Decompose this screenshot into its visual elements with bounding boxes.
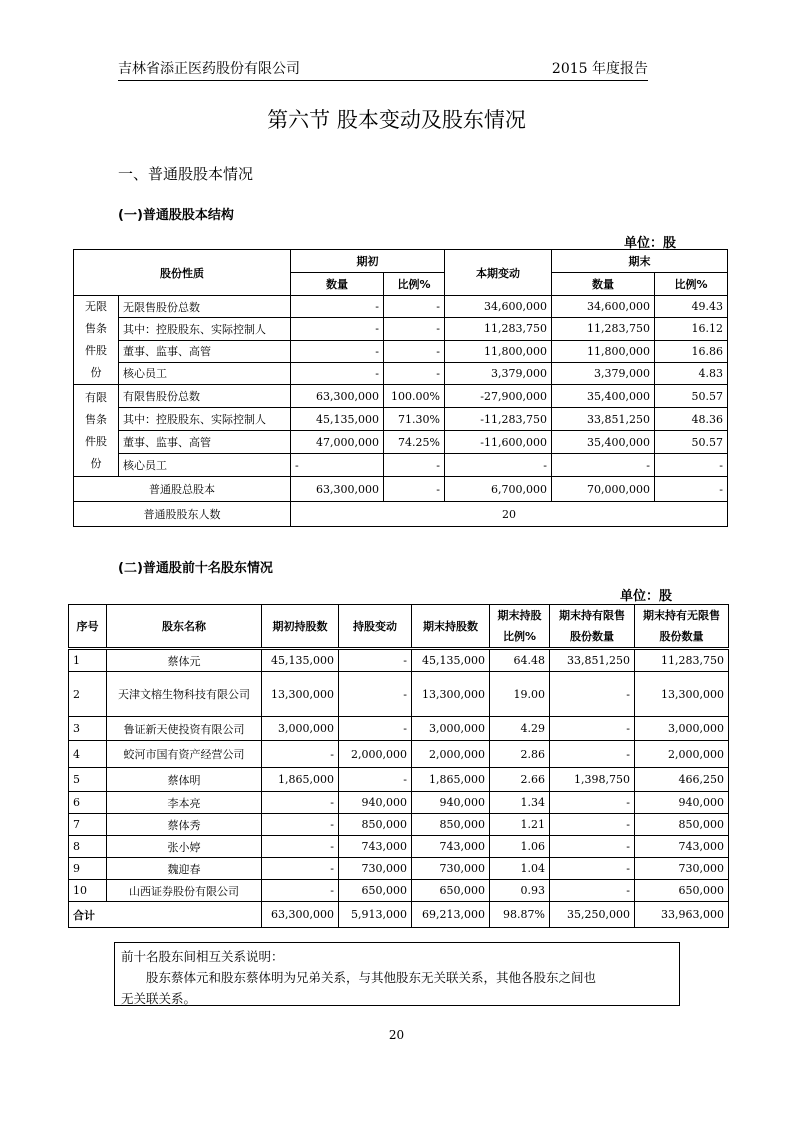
table-cell: 466,250 bbox=[635, 768, 729, 792]
table-cell: 50.57 bbox=[655, 385, 728, 408]
table-cell: 19.00 bbox=[490, 672, 550, 717]
table-cell: 850,000 bbox=[339, 814, 412, 836]
header-change: 本期变动 bbox=[445, 250, 552, 296]
page-number: 20 bbox=[388, 1028, 405, 1042]
table-cell: - bbox=[262, 741, 339, 768]
table-cell: - bbox=[262, 880, 339, 902]
table-cell: 5,913,000 bbox=[339, 902, 412, 928]
header-cell: 期末持股数 bbox=[412, 605, 490, 649]
table-cell: 940,000 bbox=[635, 792, 729, 814]
table-cell: - bbox=[655, 477, 728, 502]
header-end: 期末 bbox=[552, 250, 728, 273]
table-cell: - bbox=[339, 768, 412, 792]
table-cell: 3,000,000 bbox=[262, 717, 339, 741]
table-cell: - bbox=[550, 814, 635, 836]
header-cell: 期末持有无限售股份数量 bbox=[635, 605, 729, 649]
table-cell: - bbox=[384, 340, 445, 362]
unit-label-2: 单位：股 bbox=[620, 589, 673, 604]
table-cell: 核心员工 bbox=[119, 454, 291, 477]
table-cell: 7 bbox=[69, 814, 107, 836]
table-cell: - bbox=[291, 318, 384, 340]
table-cell: - bbox=[550, 792, 635, 814]
table-cell: - bbox=[291, 454, 384, 477]
table-cell: 45,135,000 bbox=[262, 649, 339, 672]
header-begin-ratio: 比例% bbox=[384, 273, 445, 296]
table-cell: - bbox=[552, 454, 655, 477]
table-cell: - bbox=[262, 836, 339, 858]
table-cell: 70,000,000 bbox=[552, 477, 655, 502]
table-cell: 69,213,000 bbox=[412, 902, 490, 928]
table-cell: 74.25% bbox=[384, 431, 445, 454]
table-cell: - bbox=[550, 741, 635, 768]
table-cell: 50.57 bbox=[655, 431, 728, 454]
header-cell: 期末持股比例% bbox=[490, 605, 550, 649]
table-cell: 2,000,000 bbox=[412, 741, 490, 768]
table-cell: - bbox=[550, 836, 635, 858]
table-cell: 11,283,750 bbox=[445, 318, 552, 340]
table-cell: - bbox=[550, 880, 635, 902]
header-cell: 期初持股数 bbox=[262, 605, 339, 649]
table-cell: - bbox=[291, 296, 384, 318]
table-cell: 13,300,000 bbox=[262, 672, 339, 717]
table-cell: - bbox=[291, 362, 384, 384]
header-cell: 期末持有限售股份数量 bbox=[550, 605, 635, 649]
table-cell: 董事、监事、高管 bbox=[119, 340, 291, 362]
table-cell: - bbox=[339, 672, 412, 717]
table-cell: 1.06 bbox=[490, 836, 550, 858]
table-cell: 650,000 bbox=[635, 880, 729, 902]
note-line-1: 股东蔡体元和股东蔡体明为兄弟关系，与其他股东无关联关系，其他各股东之间也 bbox=[146, 970, 597, 985]
table-cell: - bbox=[384, 318, 445, 340]
table-cell: 11,283,750 bbox=[635, 649, 729, 672]
table-cell: 3 bbox=[69, 717, 107, 741]
section-heading: 一、普通股股本情况 bbox=[118, 165, 254, 183]
table-cell: 47,000,000 bbox=[291, 431, 384, 454]
table-cell: 1 bbox=[69, 649, 107, 672]
table-cell: 有限售股份总数 bbox=[119, 385, 291, 408]
table-cell: 4 bbox=[69, 741, 107, 768]
subsection-heading-2: (二)普通股前十名股东情况 bbox=[118, 561, 273, 576]
total-label: 普通股总股本 bbox=[74, 477, 291, 502]
table-cell: 2 bbox=[69, 672, 107, 717]
table-cell: 100.00% bbox=[384, 385, 445, 408]
table-cell: 1.21 bbox=[490, 814, 550, 836]
table-cell: 10 bbox=[69, 880, 107, 902]
table-cell: -11,283,750 bbox=[445, 408, 552, 431]
table-cell: 1.04 bbox=[490, 858, 550, 880]
table-cell: 11,800,000 bbox=[445, 340, 552, 362]
table-cell: 8 bbox=[69, 836, 107, 858]
table-cell: 45,135,000 bbox=[412, 649, 490, 672]
table-cell: 魏迎春 bbox=[107, 858, 262, 880]
table-cell: 35,250,000 bbox=[550, 902, 635, 928]
table-cell: 2,000,000 bbox=[339, 741, 412, 768]
table-cell: 蛟河市国有资产经营公司 bbox=[107, 741, 262, 768]
table-cell: 63,300,000 bbox=[291, 477, 384, 502]
table-cell: 其中：控股股东、实际控制人 bbox=[119, 408, 291, 431]
table-cell: 1,865,000 bbox=[412, 768, 490, 792]
table-cell: 13,300,000 bbox=[635, 672, 729, 717]
table-cell: 6,700,000 bbox=[445, 477, 552, 502]
table-cell: 张小婷 bbox=[107, 836, 262, 858]
table-cell: 6 bbox=[69, 792, 107, 814]
table-cell: - bbox=[339, 649, 412, 672]
table-cell: 49.43 bbox=[655, 296, 728, 318]
table-cell: 2,000,000 bbox=[635, 741, 729, 768]
group-label-restricted: 有限售条件股份 bbox=[74, 385, 119, 477]
table-cell: - bbox=[550, 672, 635, 717]
header-cell: 持股变动 bbox=[339, 605, 412, 649]
note-line-2: 无关联关系。 bbox=[121, 991, 197, 1006]
table-cell: 其中：控股股东、实际控制人 bbox=[119, 318, 291, 340]
page-header bbox=[118, 58, 648, 81]
table-cell: 3,379,000 bbox=[445, 362, 552, 384]
table-cell: 无限售股份总数 bbox=[119, 296, 291, 318]
table-cell: 940,000 bbox=[339, 792, 412, 814]
unit-label-1: 单位：股 bbox=[624, 236, 677, 251]
table-cell: - bbox=[262, 858, 339, 880]
table-cell: 0.93 bbox=[490, 880, 550, 902]
table-cell: - bbox=[262, 814, 339, 836]
table-cell: 35,400,000 bbox=[552, 431, 655, 454]
table-cell: 71.30% bbox=[384, 408, 445, 431]
share-structure-table bbox=[73, 249, 728, 527]
total-label: 合计 bbox=[69, 902, 262, 928]
table-cell: 35,400,000 bbox=[552, 385, 655, 408]
table-cell: 鲁证新天使投资有限公司 bbox=[107, 717, 262, 741]
table-cell: 850,000 bbox=[635, 814, 729, 836]
holders-value: 20 bbox=[291, 502, 728, 527]
page-title: 第六节 股本变动及股东情况 bbox=[267, 108, 526, 132]
table-cell: 33,963,000 bbox=[635, 902, 729, 928]
relationship-note bbox=[114, 942, 680, 1006]
table-cell: - bbox=[262, 792, 339, 814]
table-cell: 1.34 bbox=[490, 792, 550, 814]
table-cell: - bbox=[339, 717, 412, 741]
top-ten-shareholders-table bbox=[68, 604, 729, 928]
table-cell: 33,851,250 bbox=[550, 649, 635, 672]
table-cell: 63,300,000 bbox=[262, 902, 339, 928]
table-cell: 山西证券股份有限公司 bbox=[107, 880, 262, 902]
table-cell: 63,300,000 bbox=[291, 385, 384, 408]
table-cell: 743,000 bbox=[635, 836, 729, 858]
table-cell: 1,865,000 bbox=[262, 768, 339, 792]
table-cell: 蔡体秀 bbox=[107, 814, 262, 836]
table-cell: 743,000 bbox=[339, 836, 412, 858]
header-cell: 序号 bbox=[69, 605, 107, 649]
table-cell: 16.86 bbox=[655, 340, 728, 362]
table-cell: 743,000 bbox=[412, 836, 490, 858]
table-cell: -11,600,000 bbox=[445, 431, 552, 454]
table-cell: 核心员工 bbox=[119, 362, 291, 384]
table-cell: - bbox=[384, 362, 445, 384]
table-cell: 64.48 bbox=[490, 649, 550, 672]
table-cell: 天津文榕生物科技有限公司 bbox=[107, 672, 262, 717]
table-cell: 98.87% bbox=[490, 902, 550, 928]
header-cell: 股东名称 bbox=[107, 605, 262, 649]
table-cell: 11,283,750 bbox=[552, 318, 655, 340]
header-begin: 期初 bbox=[291, 250, 445, 273]
table-cell: 650,000 bbox=[339, 880, 412, 902]
table-cell: 730,000 bbox=[339, 858, 412, 880]
table-cell: 11,800,000 bbox=[552, 340, 655, 362]
table-cell: 4.29 bbox=[490, 717, 550, 741]
table-cell: 4.83 bbox=[655, 362, 728, 384]
table-cell: - bbox=[550, 858, 635, 880]
table-cell: - bbox=[384, 454, 445, 477]
table-cell: 蔡体明 bbox=[107, 768, 262, 792]
report-name: 2015 年度报告 bbox=[551, 61, 648, 77]
table-cell: 16.12 bbox=[655, 318, 728, 340]
table-cell: 董事、监事、高管 bbox=[119, 431, 291, 454]
table-cell: 45,135,000 bbox=[291, 408, 384, 431]
table-cell: 2.86 bbox=[490, 741, 550, 768]
table-cell: 34,600,000 bbox=[552, 296, 655, 318]
table-cell: - bbox=[655, 454, 728, 477]
holders-label: 普通股股东人数 bbox=[74, 502, 291, 527]
table-cell: 9 bbox=[69, 858, 107, 880]
header-end-ratio: 比例% bbox=[655, 273, 728, 296]
table-cell: 48.36 bbox=[655, 408, 728, 431]
table-cell: 650,000 bbox=[412, 880, 490, 902]
table-cell: 3,000,000 bbox=[412, 717, 490, 741]
subsection-heading-1: (一)普通股股本结构 bbox=[118, 208, 234, 223]
table-cell: - bbox=[445, 454, 552, 477]
table-cell: - bbox=[384, 296, 445, 318]
table-cell: 蔡体元 bbox=[107, 649, 262, 672]
table-cell: 850,000 bbox=[412, 814, 490, 836]
table-cell: 730,000 bbox=[412, 858, 490, 880]
table-cell: 730,000 bbox=[635, 858, 729, 880]
table-cell: 33,851,250 bbox=[552, 408, 655, 431]
note-title: 前十名股东间相互关系说明： bbox=[121, 949, 284, 964]
table-cell: 3,379,000 bbox=[552, 362, 655, 384]
table-cell: 3,000,000 bbox=[635, 717, 729, 741]
table-cell: 13,300,000 bbox=[412, 672, 490, 717]
header-begin-qty: 数量 bbox=[291, 273, 384, 296]
table-cell: 5 bbox=[69, 768, 107, 792]
header-share-nature: 股份性质 bbox=[74, 250, 291, 296]
table-cell: - bbox=[384, 477, 445, 502]
table-cell: -27,900,000 bbox=[445, 385, 552, 408]
group-label-unrestricted: 无限售条件股份 bbox=[74, 296, 119, 385]
table-cell: 2.66 bbox=[490, 768, 550, 792]
table-cell: 940,000 bbox=[412, 792, 490, 814]
table-cell: - bbox=[291, 340, 384, 362]
table-cell: 1,398,750 bbox=[550, 768, 635, 792]
table-cell: - bbox=[550, 717, 635, 741]
company-name: 吉林省添正医药股份有限公司 bbox=[118, 61, 300, 77]
table-cell: 李本亮 bbox=[107, 792, 262, 814]
table-cell: 34,600,000 bbox=[445, 296, 552, 318]
header-end-qty: 数量 bbox=[552, 273, 655, 296]
